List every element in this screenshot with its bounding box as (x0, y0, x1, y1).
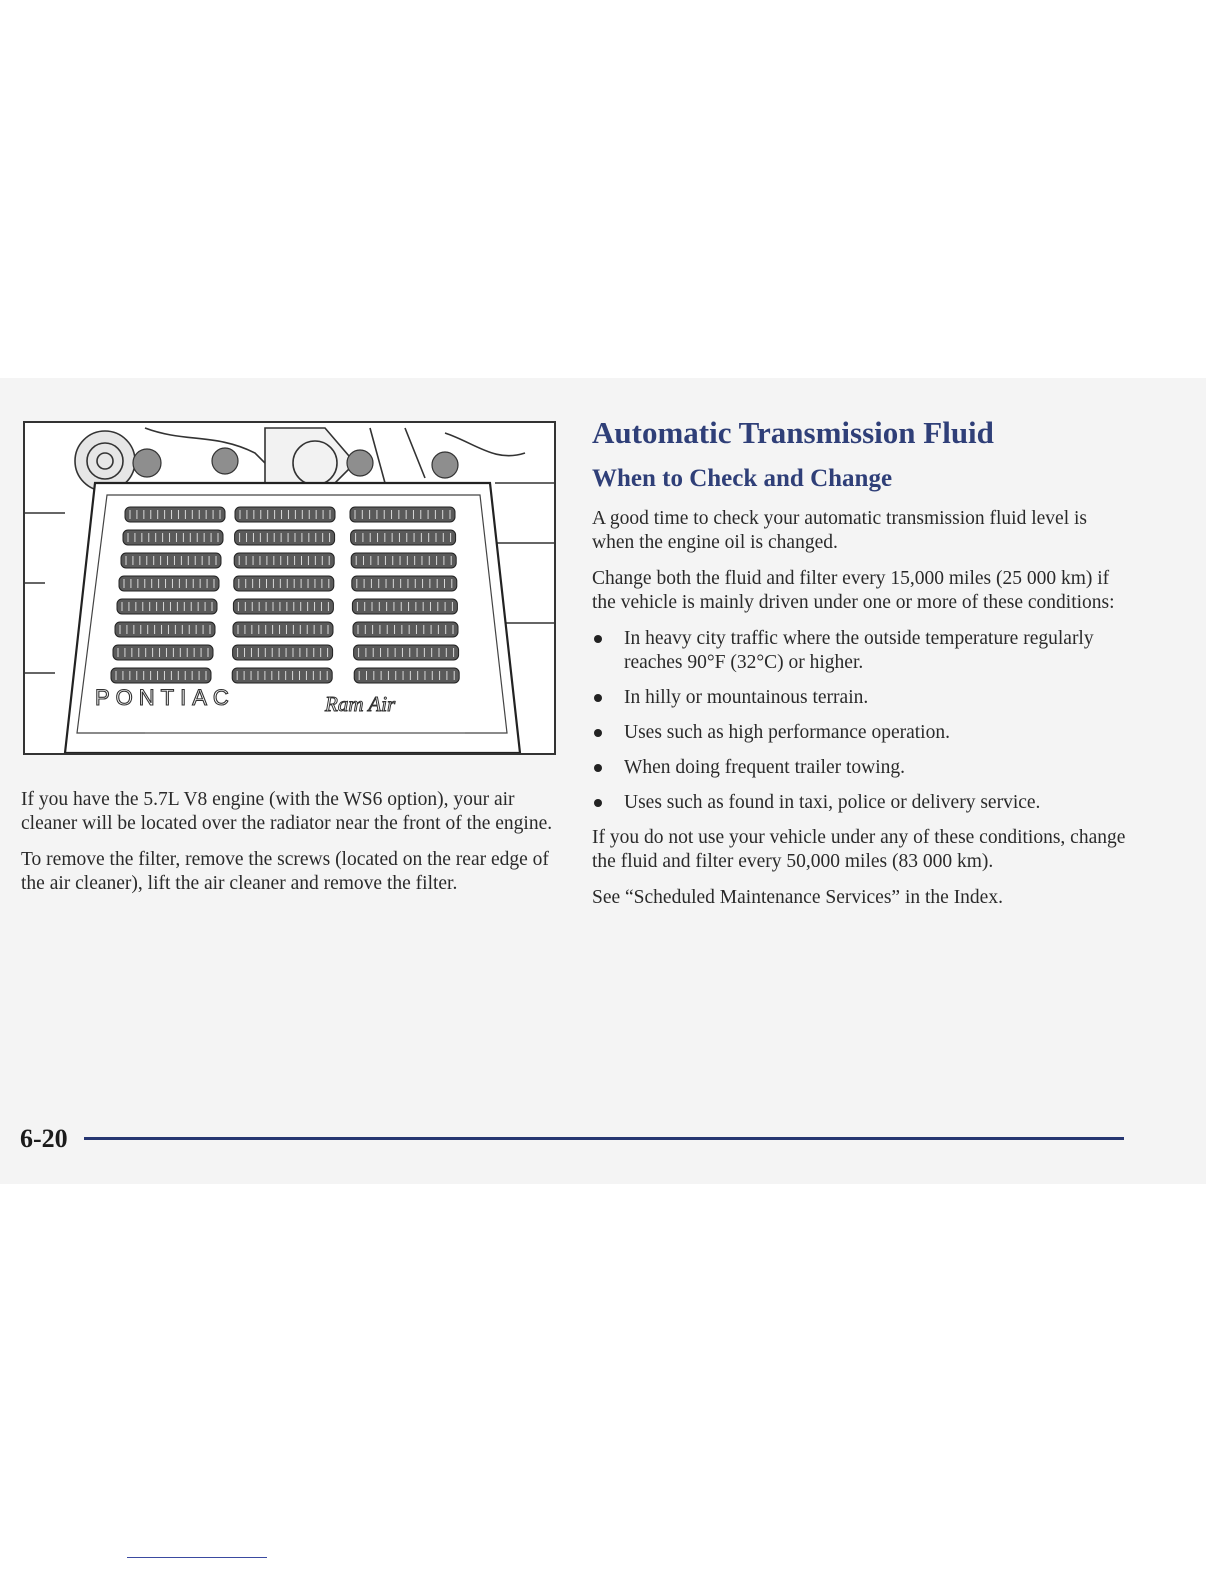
grille-slot (235, 507, 335, 522)
grille-slot (354, 668, 459, 683)
check-timing-paragraph: A good time to check your automatic transmission fluid level is when the engine oil is changed. (592, 508, 1087, 553)
bullet-icon (594, 764, 602, 772)
ram-air-script-text: Ram Air (325, 692, 396, 716)
left-column (21, 788, 561, 908)
grille-slot (234, 553, 334, 568)
section-title: Automatic Transmission Fluid (592, 415, 994, 450)
list-item (592, 721, 1132, 745)
grille-slot (234, 576, 334, 591)
right-column (592, 413, 1132, 922)
page-number: 6-20 (20, 1124, 68, 1153)
grille-slot (113, 645, 213, 660)
normal-interval-paragraph: If you do not use your vehicle under any of these conditions, change the fluid and filter every 50,000 miles (83 000 km). (592, 827, 1126, 872)
list-item-text: When doing frequent trailer towing. (624, 757, 906, 778)
filter-removal-paragraph: To remove the filter, remove the screws (located on the rear edge of the air cleaner), lift the air cleaner and remove the filter. (21, 849, 549, 894)
grille-slot (117, 599, 217, 614)
grille-slot (123, 530, 223, 545)
bullet-icon (594, 694, 602, 702)
list-item (592, 627, 1132, 675)
conditions-list (592, 627, 1132, 815)
list-item-text: In hilly or mountainous terrain. (624, 687, 869, 708)
see-also-paragraph: See “Scheduled Maintenance Services” in the Index. (592, 887, 1003, 908)
footer-rule (84, 1137, 1124, 1140)
list-item (592, 756, 1132, 780)
grille-slot (121, 553, 221, 568)
grille-slot (233, 599, 333, 614)
bullet-icon (594, 729, 602, 737)
page-footer (20, 1122, 1124, 1162)
list-item (592, 686, 1132, 710)
grille-slot (119, 576, 219, 591)
grille-slot (350, 507, 455, 522)
pontiac-logo-text: PONTIAC (95, 685, 235, 710)
grille-slot (111, 668, 211, 683)
grille-slot (352, 576, 457, 591)
grille-slot (353, 622, 458, 637)
list-item-text: Uses such as high performance operation. (624, 722, 950, 743)
list-item (592, 791, 1132, 815)
grille-slot (235, 530, 335, 545)
grille-slot (233, 645, 333, 660)
section-subtitle: When to Check and Change (592, 465, 893, 492)
list-item-text: In heavy city traffic where the outside temperature regularly reaches 90°F (32°C) or higher. (624, 628, 1094, 673)
list-item-text: Uses such as found in taxi, police or delivery service. (624, 792, 1041, 813)
grille-slot (351, 553, 456, 568)
air-cleaner-drawing (25, 423, 554, 753)
air-cleaner-illustration (23, 421, 556, 755)
grille-slot (115, 622, 215, 637)
bullet-icon (594, 799, 602, 807)
grille-slot (233, 622, 333, 637)
bottom-divider (127, 1557, 267, 1558)
change-interval-paragraph: Change both the fluid and filter every 15,000 miles (25 000 km) if the vehicle is mainly driven under one or more of these conditions: (592, 568, 1115, 613)
grille-slot (125, 507, 225, 522)
grille-slot (351, 530, 456, 545)
grille-slot (354, 645, 459, 660)
grille-slot (352, 599, 457, 614)
air-cleaner-location-paragraph: If you have the 5.7L V8 engine (with the WS6 option), your air cleaner will be located over the radiator near the front of the engine. (21, 789, 553, 834)
bullet-icon (594, 635, 602, 643)
grille-slot (232, 668, 332, 683)
